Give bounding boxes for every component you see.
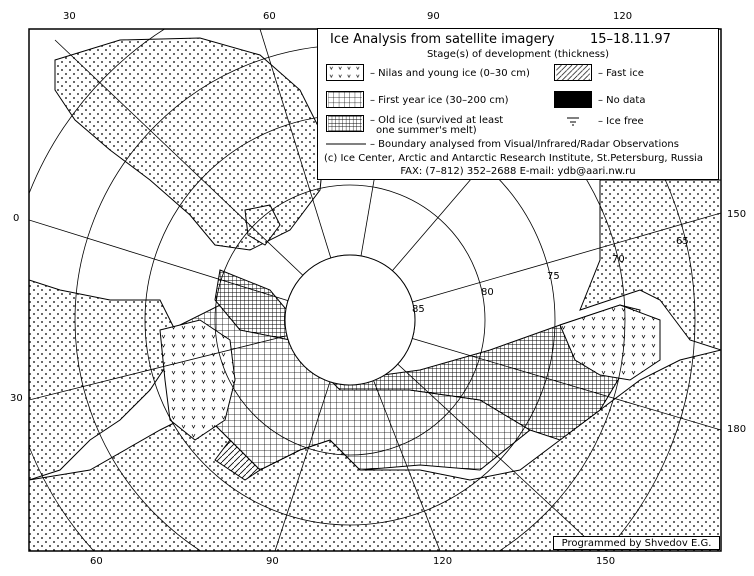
lat-75: 75 — [547, 271, 560, 282]
old-ice-label: – Old ice (survived at least — [370, 115, 504, 126]
legend-subtitle: Stage(s) of development (thickness) — [426, 49, 610, 60]
boundary-line-icon — [326, 140, 366, 148]
no-data-label: – No data — [598, 95, 646, 106]
lat-80: 80 — [481, 287, 494, 298]
old-ice-label-cont: one summer's melt) — [376, 125, 477, 136]
lon-top-120: 120 — [613, 11, 633, 22]
fast-ice-swatch — [554, 64, 592, 81]
nilas-swatch — [326, 64, 364, 81]
map-title: Ice Analysis from satellite imagery — [330, 32, 555, 47]
old-ice-swatch — [326, 115, 364, 132]
legend-panel — [317, 28, 719, 180]
lat-70: 70 — [612, 254, 625, 265]
contact-note: FAX: (7–812) 352–2688 E-mail: ydb@aari.nw.ru — [400, 166, 636, 177]
credit-box: Programmed by Shvedov E.G. — [553, 536, 720, 550]
boundary-label: – Boundary analysed from Visual/Infrared/Radar Observations — [370, 139, 679, 150]
lat-65: 65 — [676, 236, 689, 247]
lon-top-90: 90 — [427, 11, 440, 22]
pole-area — [285, 255, 415, 385]
lat-85: 85 — [412, 304, 425, 315]
lon-top-60: 60 — [263, 11, 276, 22]
lon-left-0: 0 — [13, 213, 20, 224]
ice-free-label: – Ice free — [598, 116, 644, 127]
lon-bottom-150: 150 — [596, 556, 616, 567]
lon-left-30: 30 — [10, 393, 23, 404]
lon-right-180: 180 — [727, 424, 747, 435]
lon-top-30: 30 — [63, 11, 76, 22]
lon-right-150: 150 — [727, 209, 747, 220]
fast-ice-label: – Fast ice — [598, 68, 644, 79]
no-data-swatch — [554, 91, 592, 108]
date-range: 15–18.11.97 — [590, 32, 671, 47]
lon-bottom-120: 120 — [433, 556, 453, 567]
institute-note: (c) Ice Center, Arctic and Antarctic Research Institute, St.Petersburg, Russia — [324, 153, 703, 164]
lon-bottom-60: 60 — [90, 556, 103, 567]
lon-bottom-90: 90 — [266, 556, 279, 567]
first-year-swatch — [326, 91, 364, 108]
first-year-label: – First year ice (30–200 cm) — [370, 95, 509, 106]
nilas-label: – Nilas and young ice (0–30 cm) — [370, 68, 530, 79]
ice-free-icon — [561, 114, 585, 128]
